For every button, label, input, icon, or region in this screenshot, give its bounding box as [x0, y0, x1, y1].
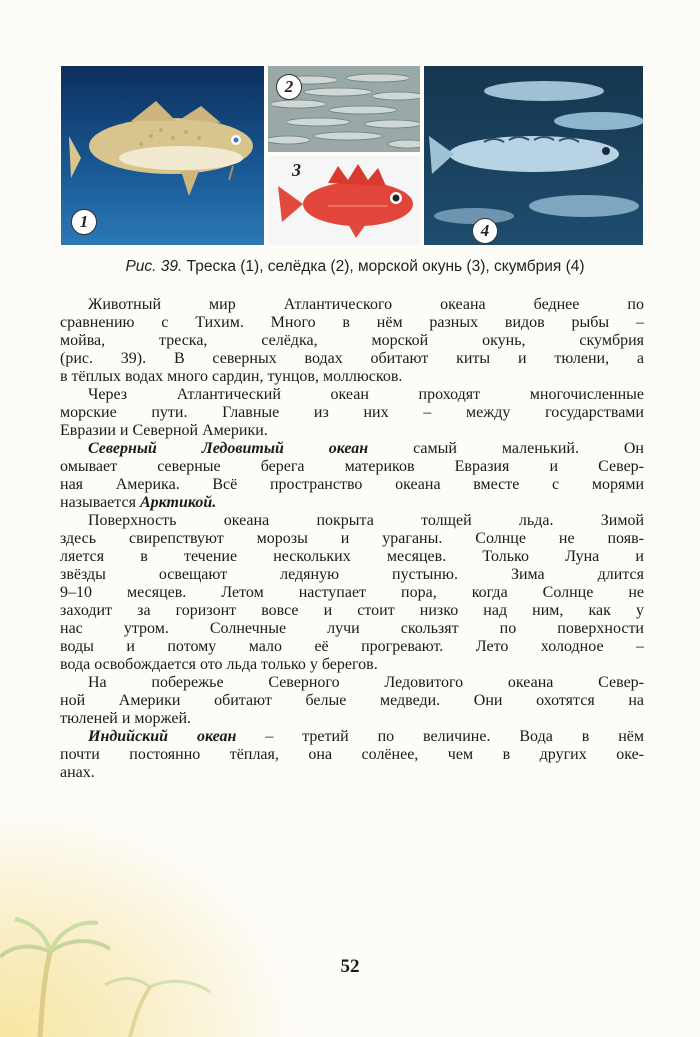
text-line: нас утром. Солнечные лучи скользят по поверхности	[60, 620, 644, 637]
text-line	[88, 440, 644, 458]
text-line: (рис. 39). В северных водах обитают киты и тюлени, а	[60, 350, 644, 367]
paragraph	[60, 728, 644, 782]
text-line: сравнению с Тихим. Много в нём разных видов рыбы –	[60, 314, 644, 331]
text-line: здесь свирепствуют морозы и ураганы. Солнце не появ-	[60, 530, 644, 547]
paragraph	[60, 512, 644, 674]
text-fragment: называется	[60, 494, 140, 511]
text-line: морские пути. Главные из них – между государствами	[60, 404, 644, 421]
text-line: Поверхность океана покрыта толщей льда. Зимой	[88, 512, 644, 529]
text-line: звёзды освещают ледяную пустыню. Зима длится	[60, 566, 644, 583]
text-line: вода освобождается ото льда только у берегов.	[60, 656, 378, 673]
text-line: воды и потому мало её прогревают. Лето холодное –	[60, 638, 644, 655]
text-line: анах.	[60, 764, 95, 781]
text-line: омывает северные берега материков Евразия и Север-	[60, 458, 644, 475]
figure-number-1: 1	[71, 209, 97, 235]
figure-caption-text: Треска (1), селёдка (2), морской окунь (3), скумбрия (4)	[182, 258, 585, 275]
text-line	[88, 728, 644, 746]
page-number: 52	[340, 956, 360, 977]
photo-herring	[268, 66, 420, 152]
figure-photos	[61, 66, 643, 245]
text-line: На побережье Северного Ледовитого океана Север-	[88, 674, 644, 691]
text-line: ной Америки обитают белые медведи. Они охотятся на	[60, 692, 644, 709]
paragraph	[60, 386, 644, 440]
figure-number-4: 4	[472, 218, 498, 244]
text-fragment: – третий по величине. Вода в нём	[236, 728, 644, 745]
mackerel-image	[424, 66, 643, 245]
figure-number-3: 3	[292, 160, 301, 180]
text-line: почти постоянно тёплая, она солёнее, чем в других оке-	[60, 746, 644, 763]
text-line: Через Атлантический океан проходят многочисленные	[88, 386, 644, 403]
figure-caption-prefix: Рис. 39.	[125, 258, 183, 275]
term-indian-ocean: Индийский океан	[88, 728, 237, 745]
paragraph	[60, 296, 644, 386]
figure-number-2: 2	[276, 74, 302, 100]
text-line: ляется в течение нескольких месяцев. Только Луна и	[60, 548, 644, 565]
text-line	[60, 494, 644, 512]
photo-mackerel	[424, 66, 643, 245]
body-text	[60, 296, 644, 782]
text-line: Евразии и Северной Америки.	[60, 422, 268, 439]
figure-caption	[60, 258, 650, 276]
photo-cod	[61, 66, 264, 245]
term-arctic: Арктикой.	[139, 494, 217, 511]
text-line: 9–10 месяцев. Летом наступает пора, когда Солнце не	[60, 584, 644, 601]
text-line: в тёплых водах много сардин, тунцов, моллюсков.	[60, 368, 403, 385]
redfish-image	[268, 156, 420, 245]
photo-redfish	[268, 156, 420, 245]
paragraph	[60, 674, 644, 728]
text-fragment: самый маленький. Он	[368, 440, 644, 457]
palm-tree-illustration	[0, 857, 260, 1037]
text-line: тюленей и моржей.	[60, 710, 192, 727]
text-line: заходит за горизонт вовсе и стоит низко над ним, как у	[60, 602, 644, 619]
text-line: мойва, треска, селёдка, морской окунь, скумбрия	[60, 332, 644, 349]
text-line: ная Америка. Всё пространство океана вместе с морями	[60, 476, 644, 493]
term-arctic-ocean: Северный Ледовитый океан	[88, 440, 369, 457]
text-line: Животный мир Атлантического океана беднее по	[88, 296, 644, 313]
paragraph	[60, 440, 644, 512]
